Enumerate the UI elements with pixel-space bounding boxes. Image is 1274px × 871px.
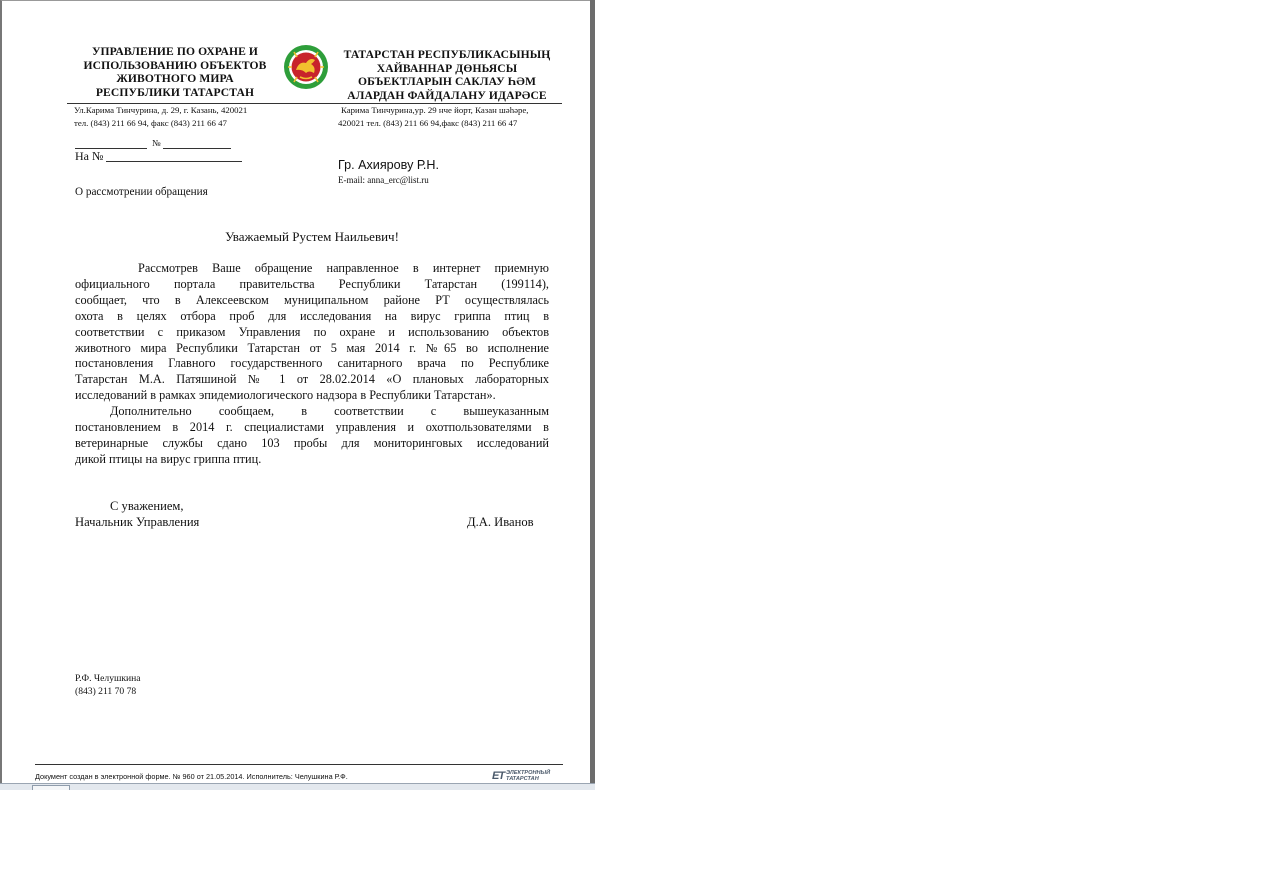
logo-letters: ЕТ — [492, 770, 505, 782]
executor-name: Р.Ф. Челушкина — [75, 673, 141, 684]
org-name-line: ИСПОЛЬЗОВАНИЮ ОБЪЕКТОВ — [83, 58, 267, 72]
tatarstan-emblem-icon — [282, 43, 330, 91]
scrollbar-thumb[interactable] — [32, 785, 70, 790]
paragraph-line: постановления Главного государственного санитарного врача по Республике — [75, 356, 549, 371]
address-tatar — [338, 104, 568, 129]
paragraph-1 — [75, 261, 549, 468]
address-line: Карима Тинчурина,ур. 29 нче йорт, Казан шәһәре, — [341, 105, 529, 115]
electronic-tatarstan-logo — [492, 770, 554, 783]
reference-label: На № — [75, 149, 104, 163]
org-name-line: ТАТАРСТАН РЕСПУБЛИКАСЫНЫҢ — [343, 48, 551, 61]
executor-phone: (843) 211 70 78 — [75, 686, 137, 697]
org-name-line: УПРАВЛЕНИЕ ПО ОХРАНЕ И — [91, 45, 259, 58]
org-name-line: ХАЙВАННАР ДӨНЬЯСЫ — [376, 61, 518, 75]
paragraph-line: охота в целях отбора проб для исследования на вирус гриппа птиц в — [75, 308, 549, 323]
paragraph-line: Татарстан М.А. Патяшиной № 1 от 28.02.2014 «О плановых лабораторных — [75, 372, 549, 387]
paragraph-line: сообщает, что в Алексеевском муниципальном районе РТ осуществлялась — [75, 292, 549, 307]
paragraph-line: Дополнительно сообщаем, в соответствии с вышеуказанным — [110, 404, 549, 419]
reference-number-blank — [75, 149, 245, 163]
paragraph-line: Рассмотрев Ваше обращение направленное в интернет приемную — [138, 261, 549, 275]
footer-divider — [35, 764, 563, 765]
horizontal-scrollbar[interactable] — [0, 783, 595, 790]
closing-regards: С уважением, — [110, 499, 184, 513]
signer-position: Начальник Управления — [75, 515, 200, 529]
reference-blank-line — [106, 161, 242, 162]
vertical-scrollbar[interactable] — [590, 0, 595, 786]
org-name-line: ЖИВОТНОГО МИРА — [116, 72, 234, 86]
org-name-tatar — [332, 48, 562, 102]
letter-subject: О рассмотрении обращения — [75, 186, 208, 198]
paragraph-line: животного мира Республики Татарстан от 5 мая 2014 г. №65 во исполнение — [75, 340, 549, 355]
address-line: 420021 тел. (843) 211 66 94,факс (843) 211 66 47 — [338, 117, 518, 128]
org-name-line: РЕСПУБЛИКИ ТАТАРСТАН — [95, 85, 255, 99]
org-name-russian — [66, 45, 284, 99]
number-mark: № — [152, 138, 161, 148]
recipient-name: Гр. Ахиярову Р.Н. — [338, 158, 439, 172]
recipient-email: E-mail: anna_erc@list.ru — [338, 175, 429, 185]
paragraph-line: исследований в рамках эпидемиологического надзора в Республики Татарстан». — [75, 388, 496, 403]
address-line: Ул.Карима Тинчурина, д. 29, г. Казань, 420021 — [74, 105, 248, 115]
salutation: Уважаемый Рустем Наильевич! — [225, 229, 399, 244]
paragraph-line: ветеринарные службы сдано 103 пробы для мониторинговых исследований — [75, 435, 549, 450]
document-page — [0, 0, 592, 785]
logo-line-2: ТАТАРСТАН — [506, 776, 539, 782]
org-name-line: АЛАРДАН ФАЙДАЛАНУ ИДАРӘСЕ — [347, 88, 547, 102]
paragraph-line: официального портала правительства Республики Татарстан (199114), — [75, 276, 549, 291]
footer-note: Документ создан в электронной форме. № 960 от 21.05.2014. Исполнитель: Челушкина Р.Ф. — [35, 772, 348, 781]
paragraph-line: постановлением в 2014 г. специалистами управления и охотпользователями в — [75, 420, 549, 435]
address-russian — [74, 104, 334, 129]
logo-line-1: ЭЛЕКТРОННЫЙ — [506, 770, 551, 776]
paragraph-line: дикой птицы на вирус гриппа птиц. — [75, 451, 262, 466]
paragraph-line: соответствии с приказом Управления по охране и использованию объектов — [75, 324, 549, 339]
org-name-line: ОБЪЕКТЛАРЫН САКЛАУ ҺӘМ — [358, 75, 536, 89]
signer-name: Д.А. Иванов — [467, 515, 534, 529]
address-line: тел. (843) 211 66 94, факс (843) 211 66 47 — [74, 117, 227, 128]
